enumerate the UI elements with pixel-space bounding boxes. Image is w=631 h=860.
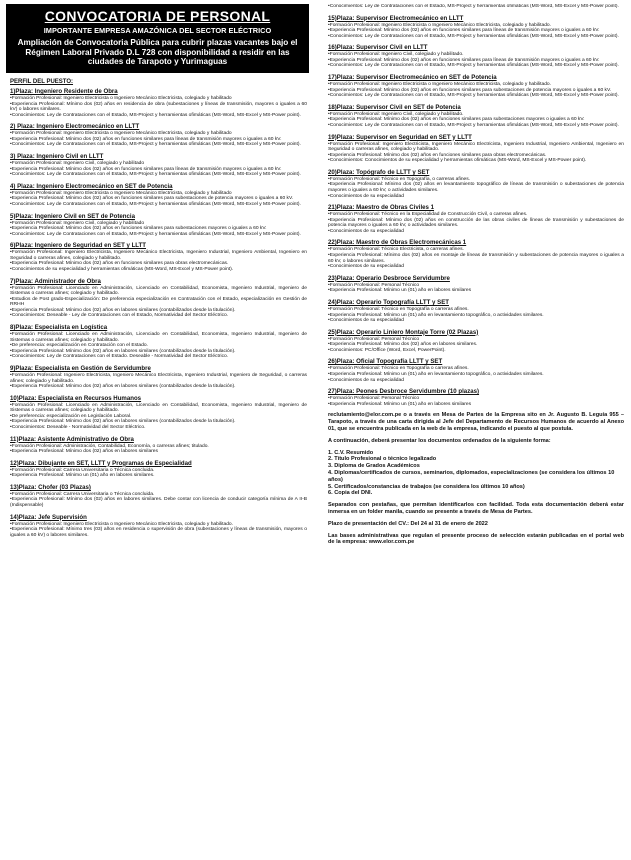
plaza-title: 3) Plaza: Ingeniero Civil en LLTT [10, 153, 104, 161]
plaza-line: •Formación Profesional: Ingeniero Electricista o Ingeniero Mecánico Electricista, colegiado y habilitado [10, 190, 232, 196]
plaza-title: 10)Plaza: Especialista en Recursos Humanos [10, 394, 142, 402]
plaza-block [328, 44, 624, 69]
plaza-14-continuation [328, 4, 624, 10]
plaza-line: •Formación Profesional: Licenciado en Administración, Licenciado en Contabilidad, Economista, Ingeniero Industrial, Ingeniero de Sistemas o carreras afines; colegiado y habilitado. [10, 402, 307, 414]
plaza-block [328, 239, 624, 269]
plazas-left-list [6, 88, 309, 538]
plaza-line: •Formación Profesional: Carrera Universitaria o Técnica concluida. [10, 467, 155, 473]
plaza-line: •Experiencia Profesional: Mínimo dos (02) años en funciones similares para líneas de transmisión mayores o iguales a 60 kV. [10, 136, 282, 142]
bases-text: Las bases administrativas que regulan el presente proceso de selección estarán publicadas en el portal web de la empresa: www.elor.com.pe [328, 532, 624, 546]
plaza-line: •Formación Profesional: Técnico en la Especialidad de Construcción Civil, o carreras afines. [328, 212, 528, 218]
plaza-line: •Experiencia Profesional: Mínimo dos (02) años en labores similares (contabilizados desde la titulación). [10, 348, 236, 354]
plaza-block [10, 436, 307, 455]
plaza-line: •Experiencia Profesional: Mínimo dos (02) años en funciones similares para subestaciones de potencia mayores o iguales a 60 kV. [10, 196, 294, 202]
docs-list [328, 450, 624, 498]
plaza-block [328, 104, 624, 129]
plaza-line: •Conocimientos: PC/Office (Word, Excel, PowerPoint). [328, 347, 446, 353]
plaza-title: 26)Plaza: Oficial Topografía LLTT y SET [328, 358, 443, 366]
plaza-line: •Formación Profesional: Personal Técnico [328, 282, 420, 288]
plaza-block [10, 123, 307, 148]
plaza-line: •Conocimientos: Ley de Contrataciones con el Estado. Deseable - Normatividad del Sector Eléctrico. [10, 354, 229, 360]
plaza-block [10, 153, 307, 178]
plaza-block [10, 514, 307, 539]
plaza-block [328, 74, 624, 99]
plaza-line: •Formación Profesional: Personal Técnico [328, 396, 420, 402]
plaza-line: •Formación Profesional: Ingeniero Civil, colegiado y habilitado [10, 161, 145, 167]
plaza-line: •De preferencia: especialización en Legislación Laboral. [10, 413, 132, 419]
plaza-title: 2) Plaza: Ingeniero Electromecánico en LLTT [10, 123, 140, 131]
contact-text: reclutamiento@elor.com.pe o a través en Mesa de Partes de la Empresa sito en Jr. Augusto B. Leguía 955 –Tarapoto, a través de una carta dirigida al Jefe del Departamento de Recursos Humanos de acuerdo al Anexo 01, que se encuentra publicada en la web de la empresa, indicando el puesto al que postula. [328, 412, 624, 432]
plaza-title: 15)Plaza: Supervisor Electromecánico en LLTT [328, 14, 464, 22]
plaza-line: •Conocimientos: Ley de Contrataciones con el Estado, MS-Project y herramientas ofimáticas (MS-Word, MS-Excel y MS-Power point). [328, 93, 619, 99]
plazas-right-list [324, 15, 626, 408]
plaza-line: •Experiencia Profesional: Mínimo dos (02) años en labores similares [10, 449, 158, 455]
separate-text: Separados con pestañas, que permitan identificarlos con facilidad. Toda esta documentación deberá estar inmersa en un folder manila, cuando se presente a través de Mesa de Partes. [328, 502, 624, 516]
plaza-line: •Formación Profesional: Técnico en Topografía, o carreras afines. [328, 176, 471, 182]
plaza-block [10, 324, 307, 360]
plaza-line: •Experiencia Profesional: Mínimo un (01) año en labores similares [328, 288, 472, 294]
plaza-line: •Conocimientos: Deseable - Ley de Contrataciones con el Estado, Normatividad del Sector Eléctrico. [10, 313, 229, 319]
plaza-title: 12)Plaza: Dibujante en SET, LLTT y Programas de Especialidad [10, 459, 192, 467]
plaza-block [328, 358, 624, 383]
plaza-line: •Experiencia Profesional: Mínimo dos (02) años en funciones similares para líneas de transmisión mayores o iguales a 60 kV. [10, 166, 282, 172]
plaza-line: •Formación Profesional: Ingeniero Civil, colegiado y habilitado [10, 220, 145, 226]
plaza-line: •Conocimientos de su especialidad [328, 318, 404, 324]
plaza-title: 7)Plaza: Administrador de Obra [10, 277, 101, 285]
plaza-block [10, 88, 307, 118]
plaza-line: •Formación Profesional: Ingeniero Electricista, Ingeniero Mecánico Electricista, Ingeniero Industrial, Ingeniero de Seguridad, o carreras afines; colegiado y habilitado. [10, 372, 307, 384]
plaza-line: •Formación Profesional: Ingeniero Electricista o Ingeniero Mecánico Electricista, colegiado y habilitado [10, 96, 232, 102]
plaza-line: •Experiencia Profesional: Mínimo dos (02) años en funciones similares para subestaciones de potencia mayores o iguales a 60 kV. [328, 87, 612, 93]
plaza-title: 19)Plaza: Supervisor en Seguridad en SET y LLTT [328, 133, 472, 141]
plaza-line: •Formación Profesional: Ingeniero Electricista, Ingeniero Mecánico Electricista, Ingeniero Industrial, Ingeniero Ambiental, Ingeniero en Seguridad o carreras afines, colegiado y habilitado. [10, 250, 307, 261]
plaza-title: 6)Plaza: Ingeniero de Seguridad en SET y LLTT [10, 242, 147, 250]
plaza-title: 20)Plaza: Topógrafo de LLTT y SET [328, 168, 430, 176]
doc-item: 6. Copia del DNI. [328, 490, 373, 497]
plaza-line: •Experiencia Profesional: Mínimo dos (02) años en labores similares (contabilizados desde la titulación). [10, 419, 236, 425]
plaza-line: •Conocimientos de su especialidad [328, 193, 404, 199]
plaza-line: •Formación Profesional: Técnico en Topografía o carreras afines. [328, 366, 469, 372]
plaza-line: •Formación Profesional: Licenciado en Administración, Licenciado en Contabilidad, Economista, Ingeniero Industrial, Ingeniero de Sistemas o carreras afines; colegiado y habilitado. [10, 332, 307, 343]
plaza-line: •Estudios de Post grado-Especialización: De preferencia especialización en Contratación con el Estado, especialización en Gestión de RRHH [10, 296, 307, 308]
plaza-block [10, 213, 307, 238]
plaza-line: •Conocimientos: Ley de Contrataciones con el Estado, MS-Project y herramientas ofimáticas (MS-Word, MS-Excel y MS-Power point). [10, 112, 301, 118]
plaza-block [328, 329, 624, 354]
plaza-title: 9)Plaza: Especialista en Gestión de Servidumbre [10, 364, 151, 372]
plaza-line: •Formación Profesional: Carrera Universitaria o Técnica concluida. [10, 491, 155, 497]
plaza-line: •Experiencia Profesional: Mínimo dos (02) años en levantamiento topográfico de líneas de transmisión o subestaciones de potencia mayores o iguales a 60 kV, o actividades similares. [328, 182, 624, 193]
plaza-line: •Conocimientos: Deseable - Normatividad del Sector Eléctrico. [10, 424, 146, 430]
plaza-line: •Experiencia Profesional: Mínimo tres (03) años en residencia o supervisión de obra (subestaciones y líneas de transmisión, mayores o iguales a 60 kV) o labores similares. [10, 527, 307, 538]
plaza-block [328, 134, 624, 164]
plaza-line: •Experiencia Profesional: Mínimo dos (02) años en montaje de líneas de transmisión y subestaciones de potencia mayores o iguales a 60 kV, o labores similares. [328, 253, 624, 264]
page-description: Ampliación de Convocatoria Pública para cubrir plazas vacantes bajo el Régimen Laboral Privado D.L 728 con disponibilidad a residir en las ciudades de Tarapoto y Yurimaguas [17, 38, 298, 67]
plaza-line: •Conocimientos: Ley de Contrataciones con el Estado, MS-Project y herramientas ofimáticas (MS-Word, MS-Excel y MS-Power point). [10, 172, 301, 178]
plaza-block [10, 460, 307, 479]
doc-item: 2. Título Profesional o técnico legalizado [328, 456, 437, 463]
plaza-title: 22)Plaza: Maestro de Obras Electromecánicas 1 [328, 239, 467, 247]
plaza-title: 18)Plaza: Supervisor Civil en SET de Potencia [328, 103, 461, 111]
page-subtitle: IMPORTANTE EMPRESA AMAZÓNICA DEL SECTOR ELÉCTRICO [43, 26, 272, 35]
plaza-block [10, 484, 307, 509]
plaza-line: •Formación Profesional: Técnico Electricista, o carreras afines. [328, 247, 464, 253]
plaza-block [10, 183, 307, 208]
plaza-title: 8)Plaza: Especialista en Logística [10, 324, 108, 332]
doc-item: 1. C.V. Resumido [328, 449, 374, 456]
header-banner [6, 4, 309, 73]
perfil-label: PERFIL DEL PUESTO: [10, 79, 74, 86]
plaza-block [328, 388, 624, 407]
plaza-title: 25)Plaza: Operario Liniero Montaje Torre (02 Plazas) [328, 328, 479, 336]
plaza-line: •Conocimientos: Ley de Contrataciones con el Estado, MS-Project y herramientas ofimáticas (MS-Word, MS-Excel y MS-Power point). [328, 63, 619, 69]
plaza-line: •Experiencia Profesional: Mínimo dos (02) años en labores similares. Debe contar con licencia de conducir categoría mínima de A II-B (Indispensable) [10, 497, 307, 509]
plaza-line: •Experiencia Profesional: Mínimo un (01) año en labores similares [328, 401, 472, 407]
plaza-line: •Formación Profesional: Ingeniero Electricista, Ingeniero Mecánico Electricista, Ingeniero Industrial, Ingeniero Ambiental, Ingeniero en Seguridad o carreras afines, colegiado y habilitado. [328, 141, 624, 153]
doc-item: 5. Certificados/constancias de trabajos (se considera los últimos 10 años) [328, 483, 525, 490]
plaza-line: •Experiencia Profesional: Mínimo un (01) año en levantamiento topográfico, o actividades similares. [328, 371, 544, 377]
plaza-line: •Experiencia Profesional: Mínimo dos (02) años en labores similares (contabilizados desde la titulación). [10, 307, 236, 313]
plaza-title: 27)Plaza: Peones Desbroce Servidumbre (10 plazas) [328, 388, 480, 396]
plaza-line: •Conocimientos de su especialidad [328, 377, 404, 383]
plaza-line: •Experiencia Profesional: Mínimo un (01) año en labores similares. [10, 473, 155, 479]
doc-item: 3. Diploma de Grados Académicos [328, 463, 420, 470]
docs-intro: A continuación, deberá presentar los documentos ordenados de la siguiente forma: [328, 437, 551, 444]
plaza-line: •Experiencia Profesional: Mínimo un (01) año en levantamiento topográfico, o actividades similares. [328, 312, 544, 318]
plaza-title: 11)Plaza: Asistente Administrativo de Obra [10, 435, 134, 443]
plaza-line: •Formación Profesional: Ingeniero Civil, colegiado y habilitado. [328, 111, 464, 117]
plaza-line: •Formación Profesional: Ingeniero Civil, colegiado y habilitado. [328, 52, 464, 58]
plaza-line: •Formación Profesional: Ingeniero Electricista o Ingeniero Mecánico Electricista, colegiado y habilitado. [328, 22, 551, 28]
plaza-line: •Conocimientos: Ley de Contrataciones con el Estado, MS-Project y herramientas ofimáticas (MS-Word, MS-Excel y MS-Power point). [328, 33, 619, 39]
plaza-line: •Conocimientos: Ley de Contrataciones con el Estado, MS-Project y herramientas ofimáticas (MS-Word, MS-Excel y MS-Power point). [10, 231, 301, 237]
left-column [6, 4, 309, 856]
right-column [324, 4, 626, 856]
plaza-block [10, 242, 307, 272]
page-title: CONVOCATORIA DE PERSONAL [44, 8, 271, 24]
plaza-line: •Experiencia Profesional: Mínimo dos (02) años en labores similares (contabilizados desde la titulación). [10, 384, 236, 390]
doc-item: 4. Diplomas/certificados de cursos, seminarios, diplomados, especializaciones (se considera los últimos 10 años) [328, 469, 615, 483]
plaza-line: •Experiencia Profesional: Mínimo dos (02) años en funciones similares para líneas de transmisión mayores o iguales a 60 kV. [328, 57, 600, 63]
plaza-line: •Conocimientos: Ley de Contrataciones con el Estado, MS-Project y herramientas ofimáticas (MS-Word, MS-Excel y MS-Power point). [328, 122, 619, 128]
plaza-title: 24)Plaza: Operario Topografía LLTT y SET [328, 298, 449, 306]
plaza-title: 5)Plaza: Ingeniero Civil en SET de Potencia [10, 212, 135, 220]
plaza-line: •Conocimientos de su especialidad [328, 264, 404, 270]
plaza-block [328, 204, 624, 234]
plaza-block [328, 275, 624, 294]
plaza-line: •De preferencia: especialización en Contratación con el Estado. [10, 343, 148, 349]
plaza-title: 14)Plaza: Jefe Supervisión [10, 513, 87, 521]
plaza-line: •Experiencia Profesional: Mínimo dos (02) años en funciones similares para subestaciones mayores o iguales a 60 kV. [328, 117, 585, 123]
plaza-line: •Conocimientos: Ley de Contrataciones con el Estado, MS-Project y herramientas ofimáticas (MS-Word, MS-Excel y MS-Power point). [328, 4, 619, 9]
deadline-text: Plazo de presentación del CV.: Del 24 al 31 de enero de 2022 [328, 520, 488, 527]
plaza-line: •Conocimientos: Ley de Contrataciones con el Estado, MS-Project y herramientas ofimáticas (MS-Word, MS-Excel y MS-Power point). [10, 201, 301, 207]
plaza-line: •Experiencia Profesional: Mínimo dos (02) años en funciones similares para obras electromecánicas. [328, 152, 547, 158]
plaza-block [328, 15, 624, 40]
plaza-line: •Experiencia Profesional: Mínimo dos (02) años en funciones similares para líneas de transmisión mayores o iguales a 60 kV. [328, 28, 600, 34]
plaza-title: 13)Plaza: Chofer (03 Plazas) [10, 483, 91, 491]
plaza-line: •Formación Profesional: Ingeniero Electricista o Ingeniero Mecánico Electricista, colegiado y habilitado [10, 131, 232, 137]
plaza-line: •Conocimientos de su especialidad [328, 228, 404, 234]
plaza-title: 16)Plaza: Supervisor Civil en LLTT [328, 44, 428, 52]
plaza-title: 23)Plaza: Operario Desbroce Servidumbre [328, 274, 450, 282]
plaza-line: •Conocimientos: Conocimientos de su especialidad y herramientas ofimáticas (MS-Word, MS-Excel y MS-Power point). [328, 158, 587, 164]
plaza-line: •Experiencia Profesional: Mínimo dos (02) años en funciones similares para subestaciones mayores o iguales a 60 kV. [10, 226, 267, 232]
plaza-block [328, 299, 624, 324]
plaza-line: •Conocimientos de su especialidad y herramientas ofimáticas (MS-Word, MS-Excel y MS-Power point). [10, 267, 234, 272]
plaza-line: •Experiencia Profesional: Mínimo dos (02) años en funciones similares para obras electromecánicas. [10, 261, 229, 267]
plaza-line: •Formación Profesional: Personal Técnico [328, 336, 420, 342]
plaza-title: 21)Plaza: Maestro de Obras Civiles 1 [328, 204, 435, 212]
plaza-block [10, 365, 307, 390]
plaza-line: •Experiencia Profesional: Mínimo dos (02) años en residencia de obra (subestaciones y líneas de transmisión, mayores o iguales a 60 kV) o labores similares. [10, 101, 307, 113]
plaza-line: •Experiencia Profesional: Mínimo dos (02) años en labores similares. [328, 342, 478, 348]
plaza-line: •Conocimientos: Ley de Contrataciones con el Estado, MS-Project y herramientas ofimáticas (MS-Word, MS-Excel y MS-Power point). [10, 142, 301, 148]
plaza-title: 1)Plaza: Ingeniero Residente de Obra [10, 88, 118, 96]
plaza-line: •Formación Profesional: Ingeniero Electricista o Ingeniero Mecánico Electricista, colegiado y habilitado. [10, 521, 233, 527]
plaza-line: •Formación Profesional: Ingeniero Electricista o Ingeniero Mecánico Electricista, colegiado y habilitado. [328, 82, 551, 88]
plaza-block [328, 169, 624, 199]
plaza-line: •Formación Profesional: Administración, Contabilidad, Economía, o carreras afines; titulado. [10, 443, 209, 449]
plaza-line: •Experiencia Profesional: Mínimo dos (02) años en construcción de las obras civiles de líneas de transmisión y subestaciones de potencia mayores o iguales a 60 kV, o actividades similares. [328, 217, 624, 229]
plaza-block [10, 395, 307, 431]
plaza-title: 4) Plaza: Ingeniero Electromecánico en SET de Potencia [10, 182, 173, 190]
plaza-title: 17)Plaza: Supervisor Electromecánico en SET de Potencia [328, 74, 497, 82]
plaza-line: •Formación Profesional: Licenciado en Administración, Licenciado en Contabilidad, Economista, Ingeniero Industrial, Ingeniero de Sistemas o carreras afines; colegiado y habilitado. [10, 285, 307, 297]
plaza-line: •Formación Profesional: Técnico en Topografía o carreras afines. [328, 306, 469, 312]
plaza-block [10, 278, 307, 319]
